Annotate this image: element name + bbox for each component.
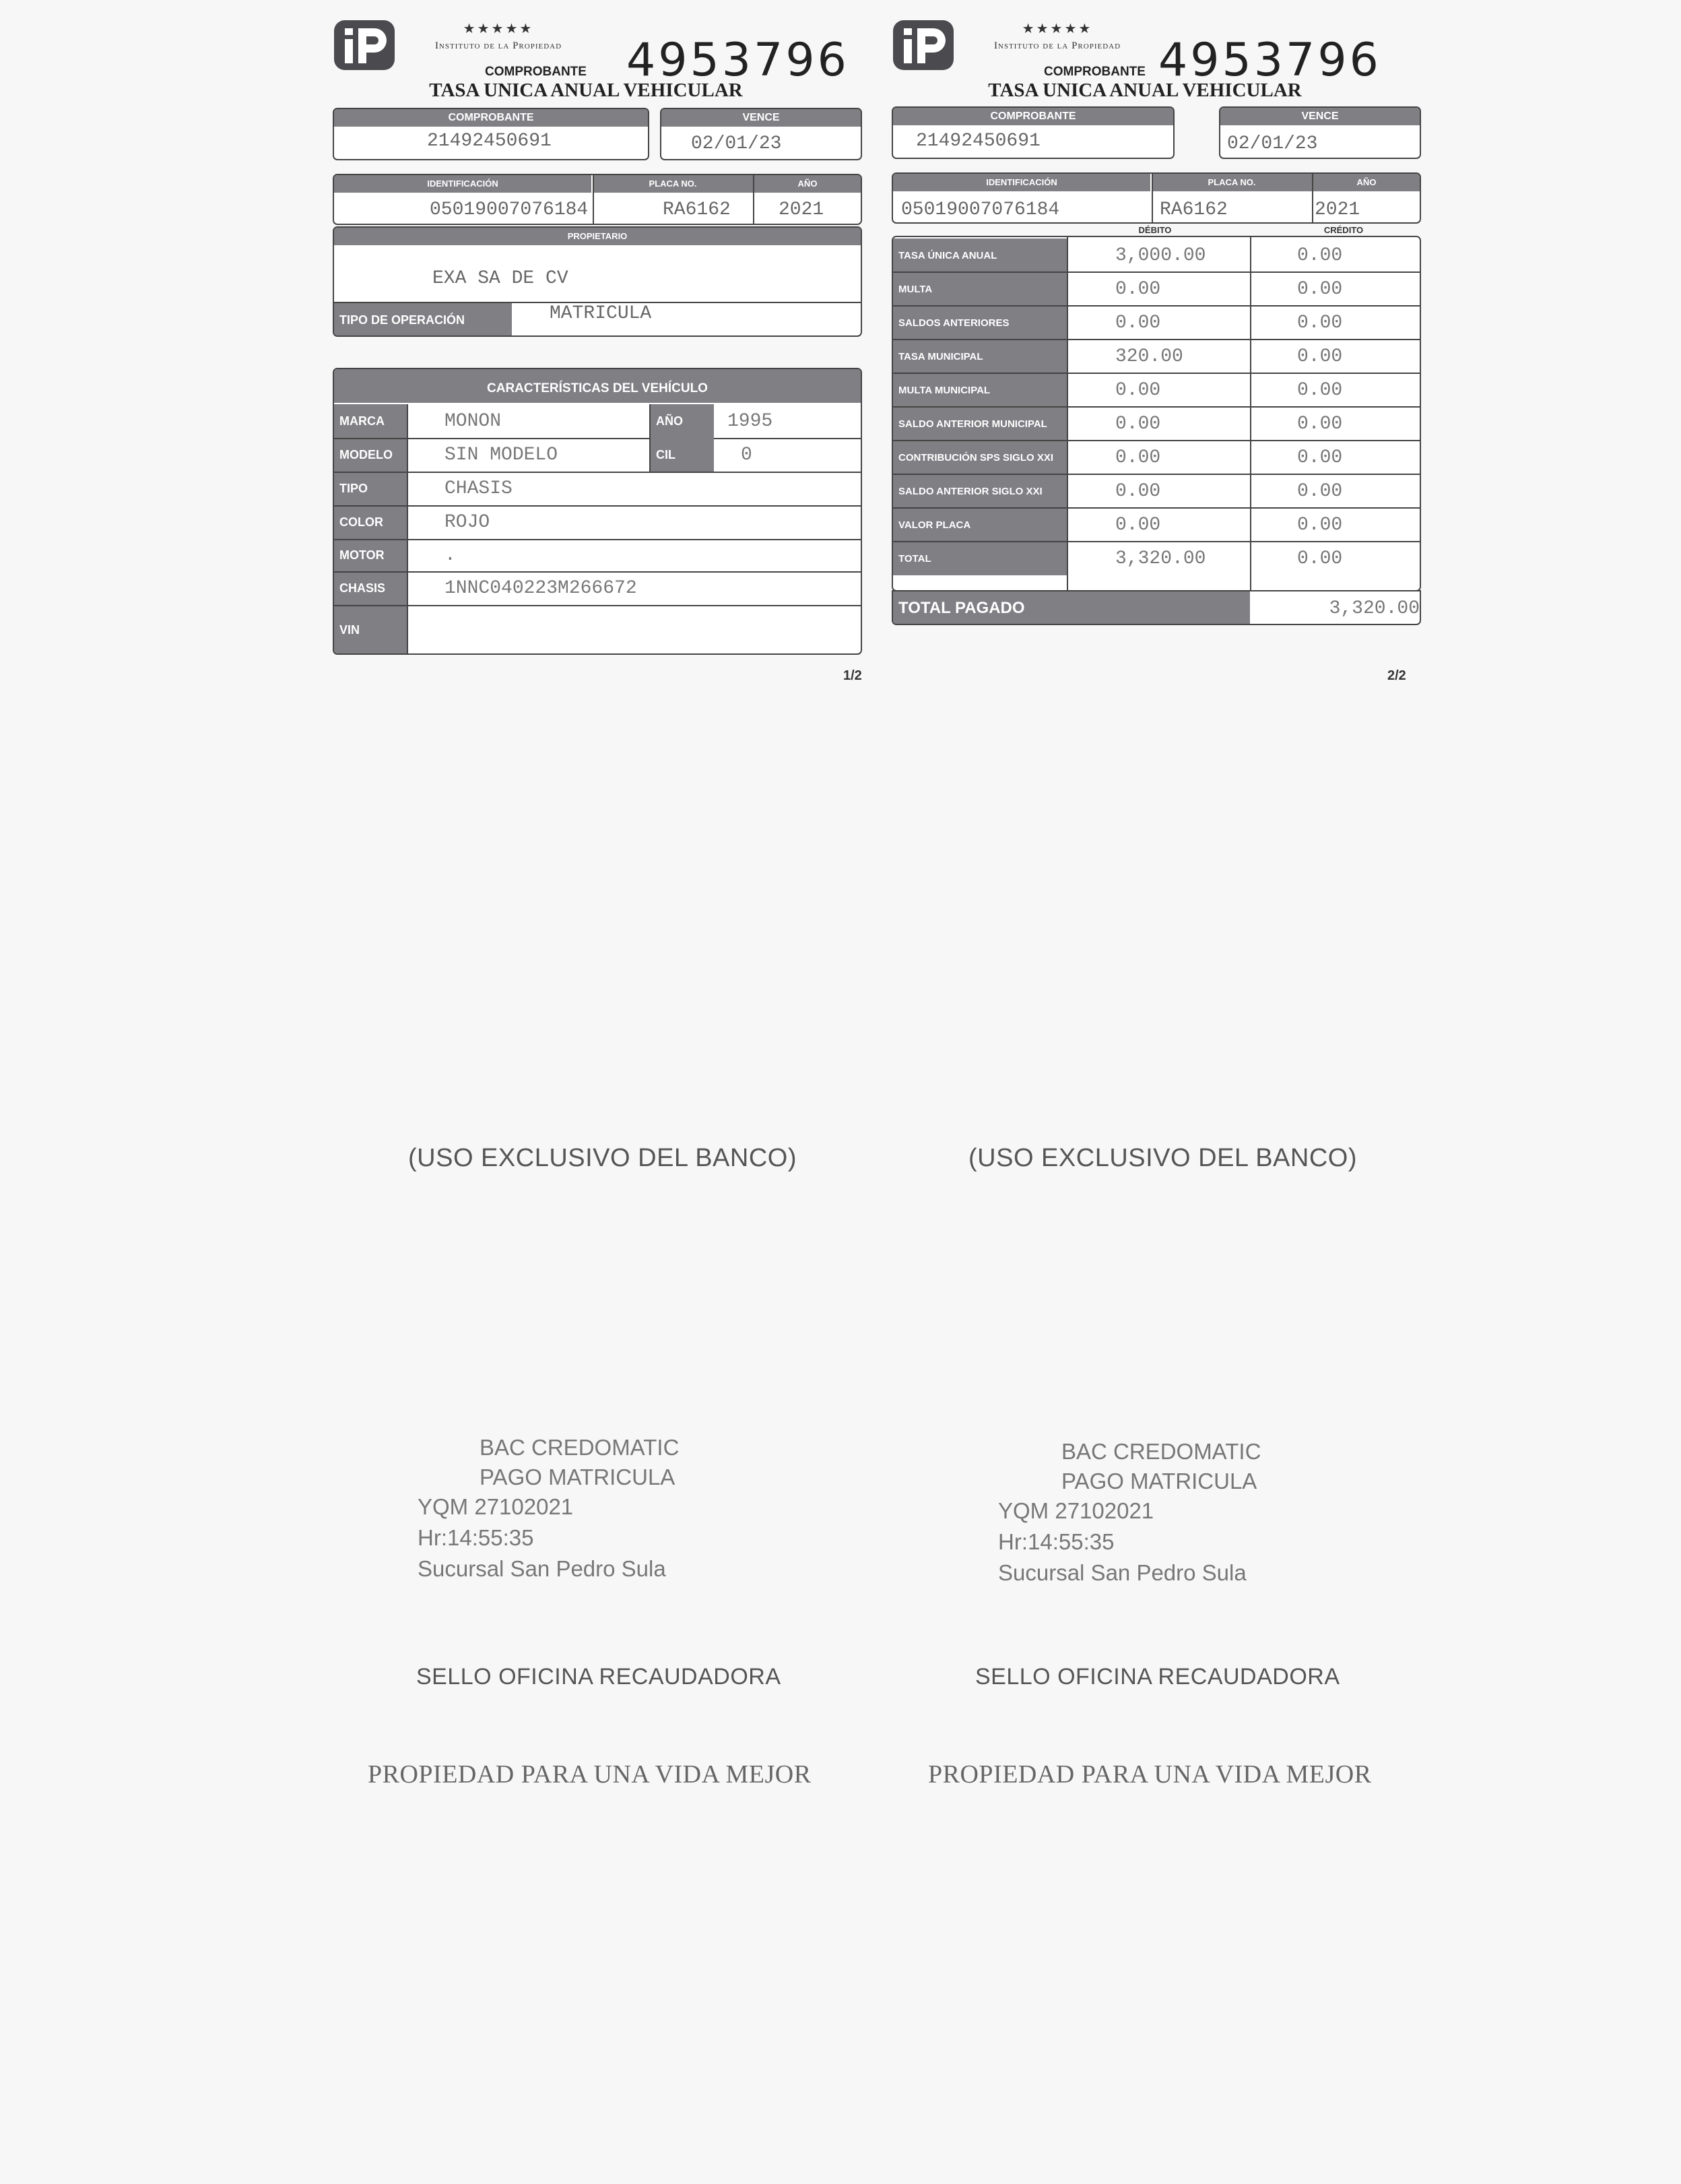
document-title: TASA UNICA ANUAL VEHICULAR [988, 79, 1302, 101]
color-label: COLOR [334, 505, 407, 539]
marca-label: MARCA [334, 404, 407, 438]
charge-credito: 0.00 [1297, 245, 1343, 266]
charge-credito: 0.00 [1297, 413, 1343, 435]
ip-logo-icon [333, 19, 396, 71]
anio-header: AÑO [754, 175, 861, 193]
tipo-label: TIPO [334, 472, 407, 505]
anio-value: 2021 [779, 199, 824, 220]
comprobante-header: COMPROBANTE [893, 108, 1173, 125]
charge-label: TOTAL [893, 542, 1067, 575]
stamp-code: YQM 27102021 [998, 1498, 1154, 1523]
charge-debito: 3,320.00 [1115, 548, 1206, 569]
stamp-bank: BAC CREDOMATIC [1061, 1439, 1261, 1464]
propietario-value: EXA SA DE CV [432, 268, 568, 289]
bank-use-note-2: (USO EXCLUSIVO DEL BANCO) [968, 1144, 1357, 1172]
charge-label: SALDO ANTERIOR SIGLO XXI [893, 474, 1067, 508]
charge-credito: 0.00 [1297, 480, 1343, 502]
charge-debito: 0.00 [1115, 480, 1161, 502]
comprobante-value: 21492450691 [916, 131, 1041, 152]
charge-credito: 0.00 [1297, 548, 1343, 569]
serial-number: 4953796 [1158, 34, 1381, 87]
bank-use-note-1: (USO EXCLUSIVO DEL BANCO) [408, 1144, 797, 1172]
seal-label-1: SELLO OFICINA RECAUDADORA [416, 1664, 781, 1690]
modelo-label: MODELO [334, 438, 407, 472]
charge-credito: 0.00 [1297, 278, 1343, 300]
page-number: 1/2 [843, 668, 862, 683]
charge-debito: 0.00 [1115, 413, 1161, 435]
cil-value: 0 [741, 444, 752, 465]
anio-vehiculo-label: AÑO [651, 404, 714, 438]
seal-label-2: SELLO OFICINA RECAUDADORA [975, 1664, 1340, 1690]
placa-header: PLACA NO. [1152, 174, 1312, 191]
modelo-value: SIN MODELO [444, 444, 558, 465]
ip-logo-icon [892, 19, 955, 71]
vence-box [1219, 106, 1421, 159]
marca-value: MONON [444, 410, 502, 432]
page-number: 2/2 [1387, 668, 1406, 683]
vence-value: 02/01/23 [691, 133, 782, 154]
charge-debito: 0.00 [1115, 514, 1161, 536]
comprobante-box [333, 108, 649, 160]
document-title: TASA UNICA ANUAL VEHICULAR [429, 79, 743, 101]
stamp-code: YQM 27102021 [418, 1494, 574, 1519]
comprobante-box [892, 106, 1175, 159]
charges-table [892, 236, 1421, 591]
stamp-concept: PAGO MATRICULA [1061, 1469, 1257, 1494]
identificacion-box [333, 174, 862, 225]
charge-credito: 0.00 [1297, 379, 1343, 401]
motor-label: MOTOR [334, 539, 407, 571]
serial-number: 4953796 [626, 34, 849, 87]
comprobante-value: 21492450691 [427, 131, 552, 152]
charge-label: SALDOS ANTERIORES [893, 306, 1067, 340]
charge-label: TASA MUNICIPAL [893, 340, 1067, 373]
motto-2: PROPIEDAD PARA UNA VIDA MEJOR [928, 1760, 1372, 1789]
propietario-header: PROPIETARIO [334, 228, 861, 245]
charge-debito: 0.00 [1115, 447, 1161, 468]
charge-debito: 320.00 [1115, 346, 1183, 367]
vence-header: VENCE [1220, 108, 1420, 125]
stars-row: ★★★★★ [463, 20, 534, 36]
identificacion-header: IDENTIFICACIÓN [893, 174, 1150, 191]
charge-credito: 0.00 [1297, 346, 1343, 367]
stamp-branch: Sucursal San Pedro Sula [418, 1556, 666, 1581]
motto-1: PROPIEDAD PARA UNA VIDA MEJOR [368, 1760, 812, 1789]
comprobante-label: COMPROBANTE [485, 65, 587, 79]
vehicle-header: CARACTERÍSTICAS DEL VEHÍCULO [334, 369, 861, 403]
total-pagado-value: 3,320.00 [1329, 598, 1420, 619]
charge-credito: 0.00 [1297, 312, 1343, 333]
tipo-operacion-label: TIPO DE OPERACIÓN [334, 303, 512, 337]
motor-value: . [444, 544, 456, 566]
identificacion-value: 05019007076184 [901, 199, 1060, 220]
charge-label: VALOR PLACA [893, 508, 1067, 542]
placa-header: PLACA NO. [593, 175, 753, 193]
tipo-value: CHASIS [444, 478, 513, 499]
receipt-page-1 [330, 13, 869, 687]
stamp-time: Hr:14:55:35 [418, 1525, 534, 1550]
charge-credito: 0.00 [1297, 514, 1343, 536]
charge-label: TASA ÚNICA ANUAL [893, 238, 1067, 272]
institute-name: Instituto de la Propiedad [434, 40, 562, 51]
anio-vehiculo-value: 1995 [727, 410, 773, 432]
credito-label: CRÉDITO [1323, 225, 1364, 235]
stamp-time: Hr:14:55:35 [998, 1529, 1115, 1554]
propietario-box [333, 226, 862, 337]
charge-label: MULTA MUNICIPAL [893, 373, 1067, 407]
vence-header: VENCE [661, 109, 861, 127]
tipo-operacion-value: MATRICULA [550, 303, 652, 324]
vence-value: 02/01/23 [1227, 133, 1318, 154]
receipt-page-2 [889, 13, 1428, 687]
comprobante-header: COMPROBANTE [334, 109, 648, 127]
stars-row: ★★★★★ [1022, 20, 1093, 36]
total-pagado-row [892, 590, 1421, 625]
color-value: ROJO [444, 511, 490, 533]
cil-label: CIL [651, 438, 714, 472]
chasis-value: 1NNC040223M266672 [444, 577, 637, 599]
charge-label: CONTRIBUCIÓN SPS SIGLO XXI [893, 441, 1067, 474]
stamp-concept: PAGO MATRICULA [480, 1465, 675, 1489]
charge-debito: 0.00 [1115, 379, 1161, 401]
institute-name: Instituto de la Propiedad [993, 40, 1121, 51]
placa-value: RA6162 [1160, 199, 1228, 220]
charge-debito: 3,000.00 [1115, 245, 1206, 266]
total-pagado-label: TOTAL PAGADO [893, 591, 1250, 625]
charge-label: MULTA [893, 272, 1067, 306]
chasis-label: CHASIS [334, 571, 407, 605]
identificacion-header: IDENTIFICACIÓN [334, 175, 591, 193]
charge-label: SALDO ANTERIOR MUNICIPAL [893, 407, 1067, 441]
charge-debito: 0.00 [1115, 278, 1161, 300]
anio-value: 2021 [1315, 199, 1360, 220]
comprobante-label: COMPROBANTE [1044, 65, 1146, 79]
debito-label: DÉBITO [1138, 225, 1172, 235]
identificacion-value: 05019007076184 [430, 199, 589, 220]
vin-label: VIN [334, 605, 407, 655]
placa-value: RA6162 [663, 199, 731, 220]
vence-box [660, 108, 862, 160]
stamp-bank: BAC CREDOMATIC [480, 1435, 680, 1460]
charge-credito: 0.00 [1297, 447, 1343, 468]
vehicle-box [333, 368, 862, 655]
charge-debito: 0.00 [1115, 312, 1161, 333]
identificacion-box [892, 172, 1421, 224]
stamp-branch: Sucursal San Pedro Sula [998, 1560, 1247, 1585]
anio-header: AÑO [1313, 174, 1420, 191]
